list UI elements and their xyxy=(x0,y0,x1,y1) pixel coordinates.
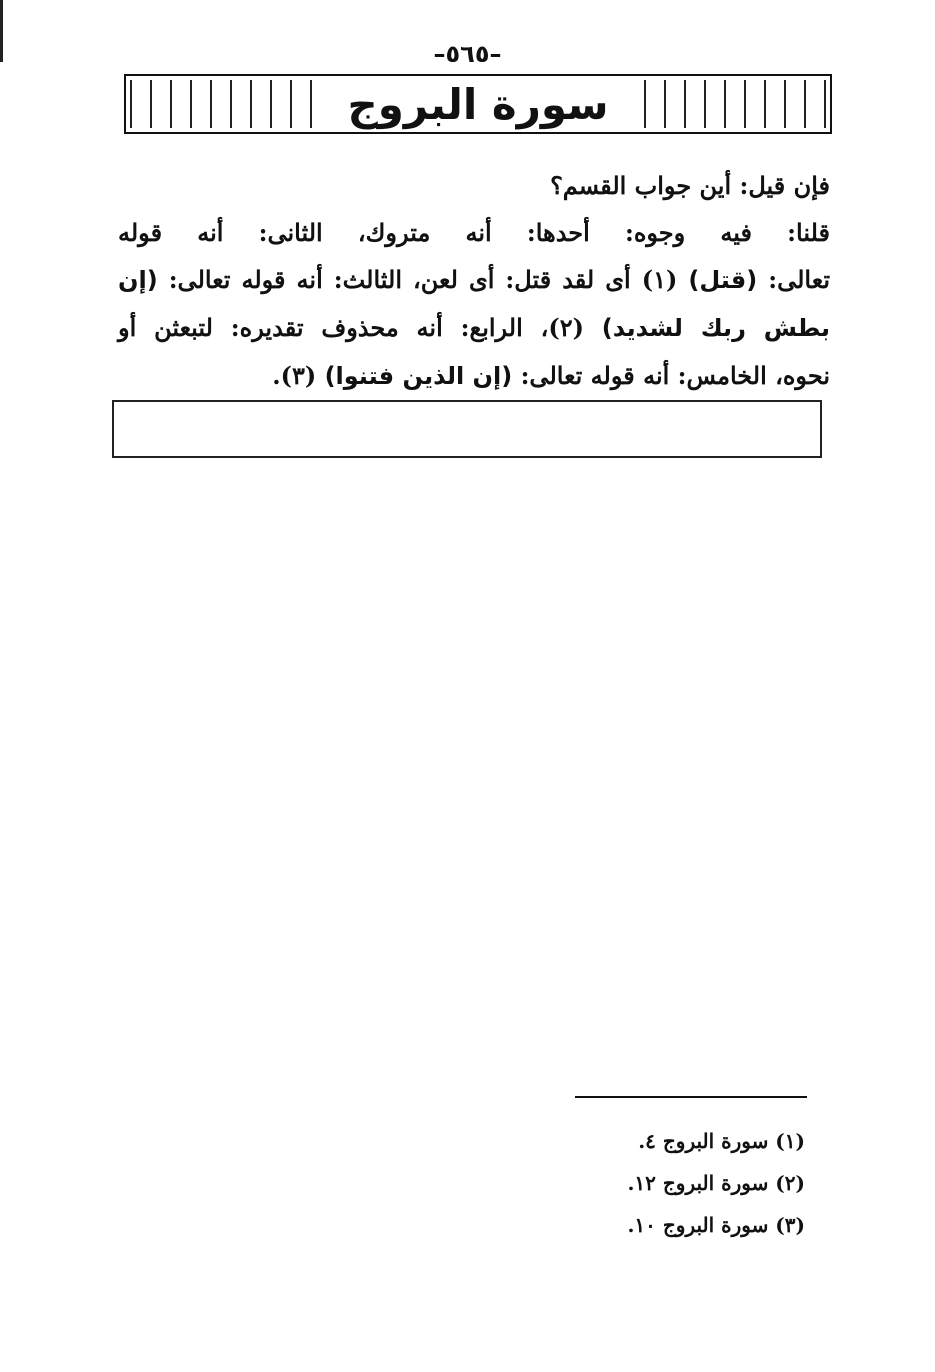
quran-quote-batsh: بطش ربك لشديد) xyxy=(601,314,831,342)
footnote-2: (٢) سورة البروج ١٢. xyxy=(627,1171,805,1195)
quran-quote-fatanu: (إن الذين فتنوا) xyxy=(324,362,513,390)
banner-decoration-right xyxy=(626,76,826,132)
footnote-1: (١) سورة البروج ٤. xyxy=(638,1129,805,1153)
body-line-1: فإن قيل: أين جواب القسم؟ xyxy=(550,171,830,200)
footnotes xyxy=(480,1120,805,1246)
body-line-3-text-a: تعالى: xyxy=(757,265,830,294)
body-line-3 xyxy=(118,256,830,304)
page-number: –٥٦٥– xyxy=(433,40,502,68)
empty-frame xyxy=(112,400,822,458)
quran-quote-qutila: (قتل) xyxy=(688,266,758,294)
surah-title: سورة البروج xyxy=(344,76,612,132)
body-line-5 xyxy=(118,352,830,400)
body-text xyxy=(118,162,830,400)
body-line-4 xyxy=(118,304,830,352)
footnote-3: (٣) سورة البروج ١٠. xyxy=(627,1213,805,1237)
quran-quote-inna-start: (إن xyxy=(118,266,158,294)
surah-title-banner xyxy=(124,74,832,134)
banner-decoration-left xyxy=(130,76,330,132)
body-line-5-text-b: (٣). xyxy=(272,361,325,390)
body-line-4-text: (٢)، الرابع: أنه محذوف تقديره: لتبعثن أو xyxy=(118,313,602,342)
body-line-5-text-a: نحوه، الخامس: أنه قوله تعالى: xyxy=(512,361,830,390)
footnote-separator xyxy=(575,1096,807,1098)
body-line-2: قلنا: فيه وجوه: أحدها: أنه متروك، الثانى: أنه قوله xyxy=(118,218,830,247)
body-line-3-text-b: (١) أى لقد قتل: أى لعن، الثالث: أنه قوله تعالى: xyxy=(157,265,689,294)
